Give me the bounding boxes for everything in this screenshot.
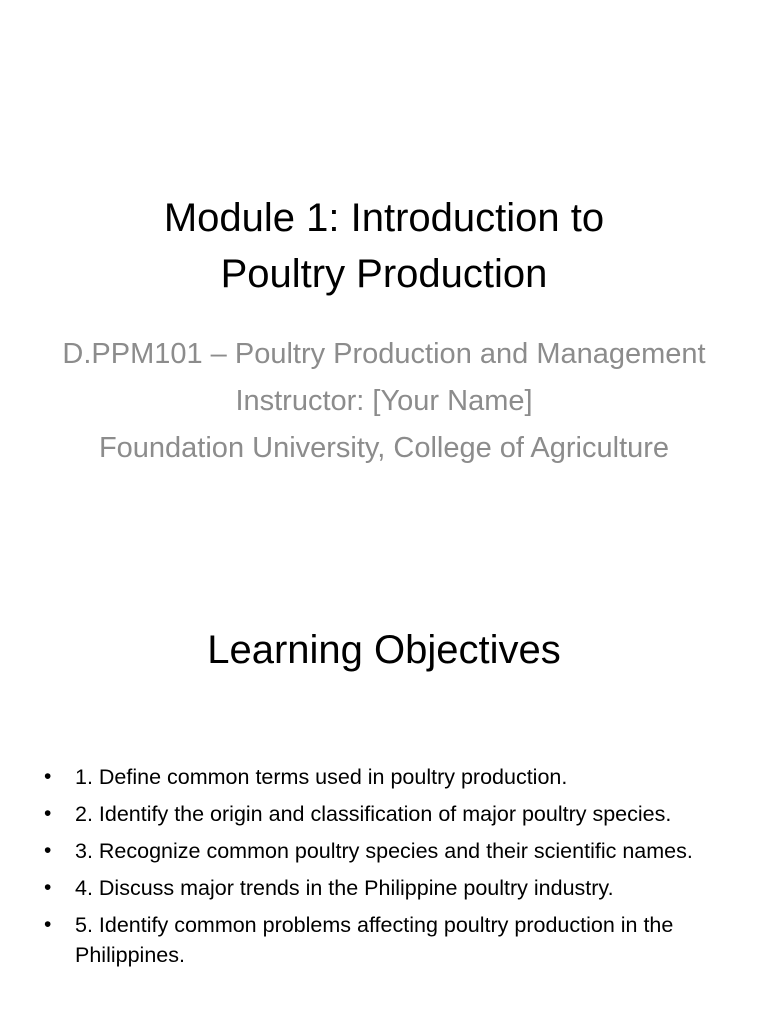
objectives-list (44, 762, 714, 977)
institution-line: Foundation University, College of Agriculture (98, 432, 670, 464)
bullet-icon: • (44, 839, 52, 862)
objective-text: 3. Recognize common poultry species and their scientific names. (75, 839, 693, 863)
list-item (44, 910, 714, 970)
list-item (44, 799, 714, 829)
slide-title-line-1: Module 1: Introduction to (163, 196, 605, 240)
bullet-icon: • (44, 802, 52, 825)
section-title: Learning Objectives (207, 628, 561, 672)
objective-text: 5. Identify common problems affecting poultry production in the Philippines. (75, 913, 674, 967)
list-item (44, 762, 714, 792)
bullet-icon: • (44, 876, 52, 899)
slide-subtitle (60, 334, 708, 475)
objectives-slide (0, 576, 768, 1024)
slide-title-line-2: Poultry Production (220, 252, 548, 296)
bullet-icon: • (44, 913, 52, 936)
list-item (44, 873, 714, 903)
slide-title (40, 190, 728, 302)
bullet-icon: • (44, 765, 52, 788)
objective-text: 1. Define common terms used in poultry production. (75, 765, 568, 789)
list-item (44, 836, 714, 866)
course-code-line: D.PPM101 – Poultry Production and Management (62, 338, 706, 370)
objective-text: 4. Discuss major trends in the Philippine poultry industry. (75, 876, 614, 900)
objective-text: 2. Identify the origin and classification of major poultry species. (75, 802, 672, 826)
instructor-line: Instructor: [Your Name] (235, 385, 533, 417)
